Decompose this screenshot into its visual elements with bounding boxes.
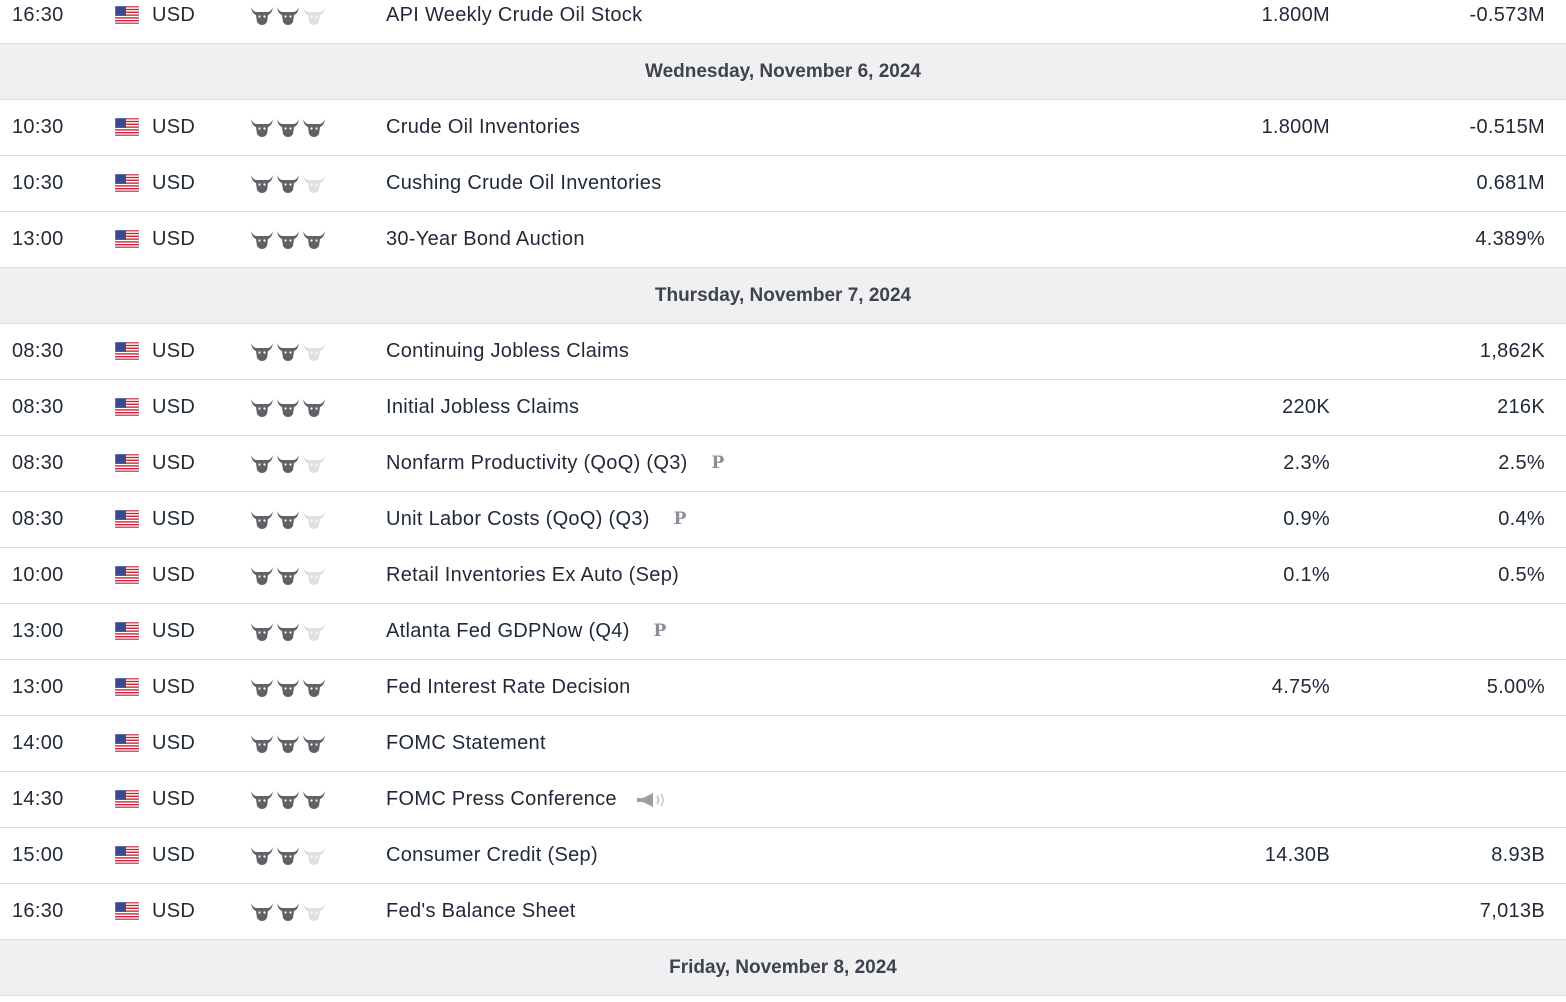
event-name[interactable]: Initial Jobless Claims [386,396,580,418]
event-row[interactable] [0,436,1566,492]
event-name[interactable]: FOMC Press Conference [386,788,617,810]
bull-icon [276,4,300,26]
event-currency: USD [152,340,196,362]
us-flag-icon [115,454,139,472]
bull-icon [250,4,274,26]
event-row[interactable] [0,828,1566,884]
bull-icon [276,564,300,586]
bull-icon [276,228,300,250]
event-previous: 0.5% [1498,564,1545,586]
us-flag-icon [115,566,139,584]
bull-icon [302,452,326,474]
preliminary-tag: P [673,509,687,530]
event-currency: USD [152,172,196,194]
event-currency: USD [152,4,196,26]
impact-rating [250,620,326,642]
event-name[interactable]: Fed's Balance Sheet [386,900,576,922]
event-currency: USD [152,228,196,250]
event-currency: USD [152,620,196,642]
event-time: 08:30 [12,396,64,418]
us-flag-icon [115,790,139,808]
bull-icon [250,396,274,418]
speaker-icon [635,791,667,809]
event-forecast: 1.800M [1261,116,1330,138]
bull-icon [302,844,326,866]
event-currency: USD [152,732,196,754]
us-flag-icon [115,902,139,920]
bull-icon [250,172,274,194]
impact-rating [250,452,326,474]
impact-rating [250,732,326,754]
impact-rating [250,172,326,194]
event-row[interactable] [0,660,1566,716]
event-name-cell[interactable] [386,884,576,939]
event-currency: USD [152,452,196,474]
impact-rating [250,508,326,530]
event-currency: USD [152,396,196,418]
impact-rating [250,396,326,418]
bull-icon [276,900,300,922]
bull-icon [250,564,274,586]
event-previous: 7,013B [1479,900,1545,922]
event-previous: -0.573M [1469,4,1545,26]
us-flag-icon [115,118,139,136]
event-forecast: 2.3% [1283,452,1330,474]
bull-icon [276,116,300,138]
us-flag-icon [115,846,139,864]
us-flag-icon [115,398,139,416]
event-previous: 8.93B [1491,844,1545,866]
event-time: 13:00 [12,620,64,642]
event-name-cell[interactable] [386,212,585,267]
us-flag-icon [115,510,139,528]
event-name-cell[interactable] [386,380,579,435]
event-row[interactable] [0,492,1566,548]
event-row[interactable] [0,604,1566,660]
bull-icon [302,4,326,26]
event-row[interactable] [0,548,1566,604]
event-row[interactable] [0,716,1566,772]
event-name-cell[interactable] [386,828,598,883]
bull-icon [302,564,326,586]
bull-icon [302,788,326,810]
event-name-cell[interactable] [386,436,725,491]
event-time: 13:00 [12,676,64,698]
event-name[interactable]: FOMC Statement [386,732,546,754]
bull-icon [276,452,300,474]
event-name-cell[interactable] [386,0,642,43]
event-name[interactable]: Unit Labor Costs (QoQ) (Q3) [386,508,650,530]
event-time: 13:00 [12,228,64,250]
bull-icon [302,172,326,194]
bull-icon [276,788,300,810]
bull-icon [250,732,274,754]
event-currency: USD [152,564,196,586]
us-flag-icon [115,622,139,640]
us-flag-icon [115,678,139,696]
event-name-cell[interactable] [386,660,631,715]
impact-rating [250,788,326,810]
preliminary-tag: P [711,453,725,474]
bull-icon [250,452,274,474]
event-row[interactable] [0,324,1566,380]
event-forecast: 220K [1282,396,1330,418]
bull-icon [276,508,300,530]
event-row[interactable] [0,772,1566,828]
impact-rating [250,4,326,26]
bull-icon [250,788,274,810]
us-flag-icon [115,734,139,752]
event-name[interactable]: Continuing Jobless Claims [386,340,630,362]
event-name[interactable]: Cushing Crude Oil Inventories [386,172,662,194]
impact-rating [250,116,326,138]
bull-icon [250,228,274,250]
event-name-cell[interactable] [386,100,580,155]
event-name-cell[interactable] [386,772,667,827]
bull-icon [250,620,274,642]
event-name-cell[interactable] [386,324,629,379]
bull-icon [250,900,274,922]
bull-icon [250,676,274,698]
event-name[interactable]: Crude Oil Inventories [386,116,581,138]
bull-icon [250,340,274,362]
event-name-cell[interactable] [386,492,687,547]
event-name[interactable]: 30-Year Bond Auction [386,228,585,250]
event-forecast: 0.9% [1283,508,1330,530]
event-name[interactable]: Retail Inventories Ex Auto (Sep) [386,564,680,586]
event-row[interactable] [0,100,1566,156]
impact-rating [250,676,326,698]
event-time: 10:30 [12,172,64,194]
impact-rating [250,900,326,922]
event-currency: USD [152,116,196,138]
bull-icon [276,620,300,642]
event-name[interactable]: Consumer Credit (Sep) [386,844,598,866]
event-previous: 216K [1497,396,1545,418]
event-name[interactable]: Fed Interest Rate Decision [386,676,631,698]
bull-icon [302,676,326,698]
event-currency: USD [152,508,196,530]
bull-icon [276,732,300,754]
bull-icon [302,396,326,418]
event-name[interactable]: Atlanta Fed GDPNow (Q4) [386,620,630,642]
bull-icon [276,396,300,418]
event-currency: USD [152,788,196,810]
event-previous: 1,862K [1479,340,1545,362]
event-name-cell[interactable] [386,548,679,603]
event-time: 15:00 [12,844,64,866]
event-forecast: 1.800M [1261,4,1330,26]
day-header: Thursday, November 7, 2024 [0,268,1566,324]
event-time: 16:30 [12,900,64,922]
event-forecast: 0.1% [1283,564,1330,586]
bull-icon [302,116,326,138]
bull-icon [276,340,300,362]
event-name[interactable]: Nonfarm Productivity (QoQ) (Q3) [386,452,688,474]
event-currency: USD [152,844,196,866]
impact-rating [250,564,326,586]
bull-icon [250,116,274,138]
event-row[interactable] [0,156,1566,212]
impact-rating [250,340,326,362]
event-time: 10:30 [12,116,64,138]
us-flag-icon [115,230,139,248]
event-previous: 5.00% [1486,676,1545,698]
event-previous: 0.4% [1498,508,1545,530]
bull-icon [276,844,300,866]
event-name[interactable]: API Weekly Crude Oil Stock [386,4,643,26]
bull-icon [276,676,300,698]
bull-icon [302,340,326,362]
preliminary-tag: P [653,621,667,642]
event-previous: -0.515M [1469,116,1545,138]
day-header: Wednesday, November 6, 2024 [0,44,1566,100]
bull-icon [302,508,326,530]
event-name-cell[interactable] [386,716,546,771]
bull-icon [250,508,274,530]
event-time: 08:30 [12,508,64,530]
event-forecast: 4.75% [1271,676,1330,698]
bull-icon [302,228,326,250]
event-previous: 4.389% [1475,228,1545,250]
event-forecast: 14.30B [1264,844,1330,866]
event-row[interactable] [0,380,1566,436]
event-time: 14:00 [12,732,64,754]
event-time: 14:30 [12,788,64,810]
us-flag-icon [115,6,139,24]
event-time: 08:30 [12,340,64,362]
bull-icon [250,844,274,866]
event-row[interactable] [0,884,1566,940]
us-flag-icon [115,174,139,192]
event-name-cell[interactable] [386,156,662,211]
bull-icon [302,732,326,754]
event-previous: 2.5% [1498,452,1545,474]
bull-icon [302,620,326,642]
event-row[interactable] [0,0,1566,44]
event-name-cell[interactable] [386,604,667,659]
impact-rating [250,844,326,866]
us-flag-icon [115,342,139,360]
event-currency: USD [152,900,196,922]
event-row[interactable] [0,212,1566,268]
impact-rating [250,228,326,250]
day-header: Friday, November 8, 2024 [0,940,1566,996]
bull-icon [276,172,300,194]
event-previous: 0.681M [1476,172,1545,194]
event-time: 10:00 [12,564,64,586]
bull-icon [302,900,326,922]
event-time: 16:30 [12,4,64,26]
event-time: 08:30 [12,452,64,474]
event-currency: USD [152,676,196,698]
